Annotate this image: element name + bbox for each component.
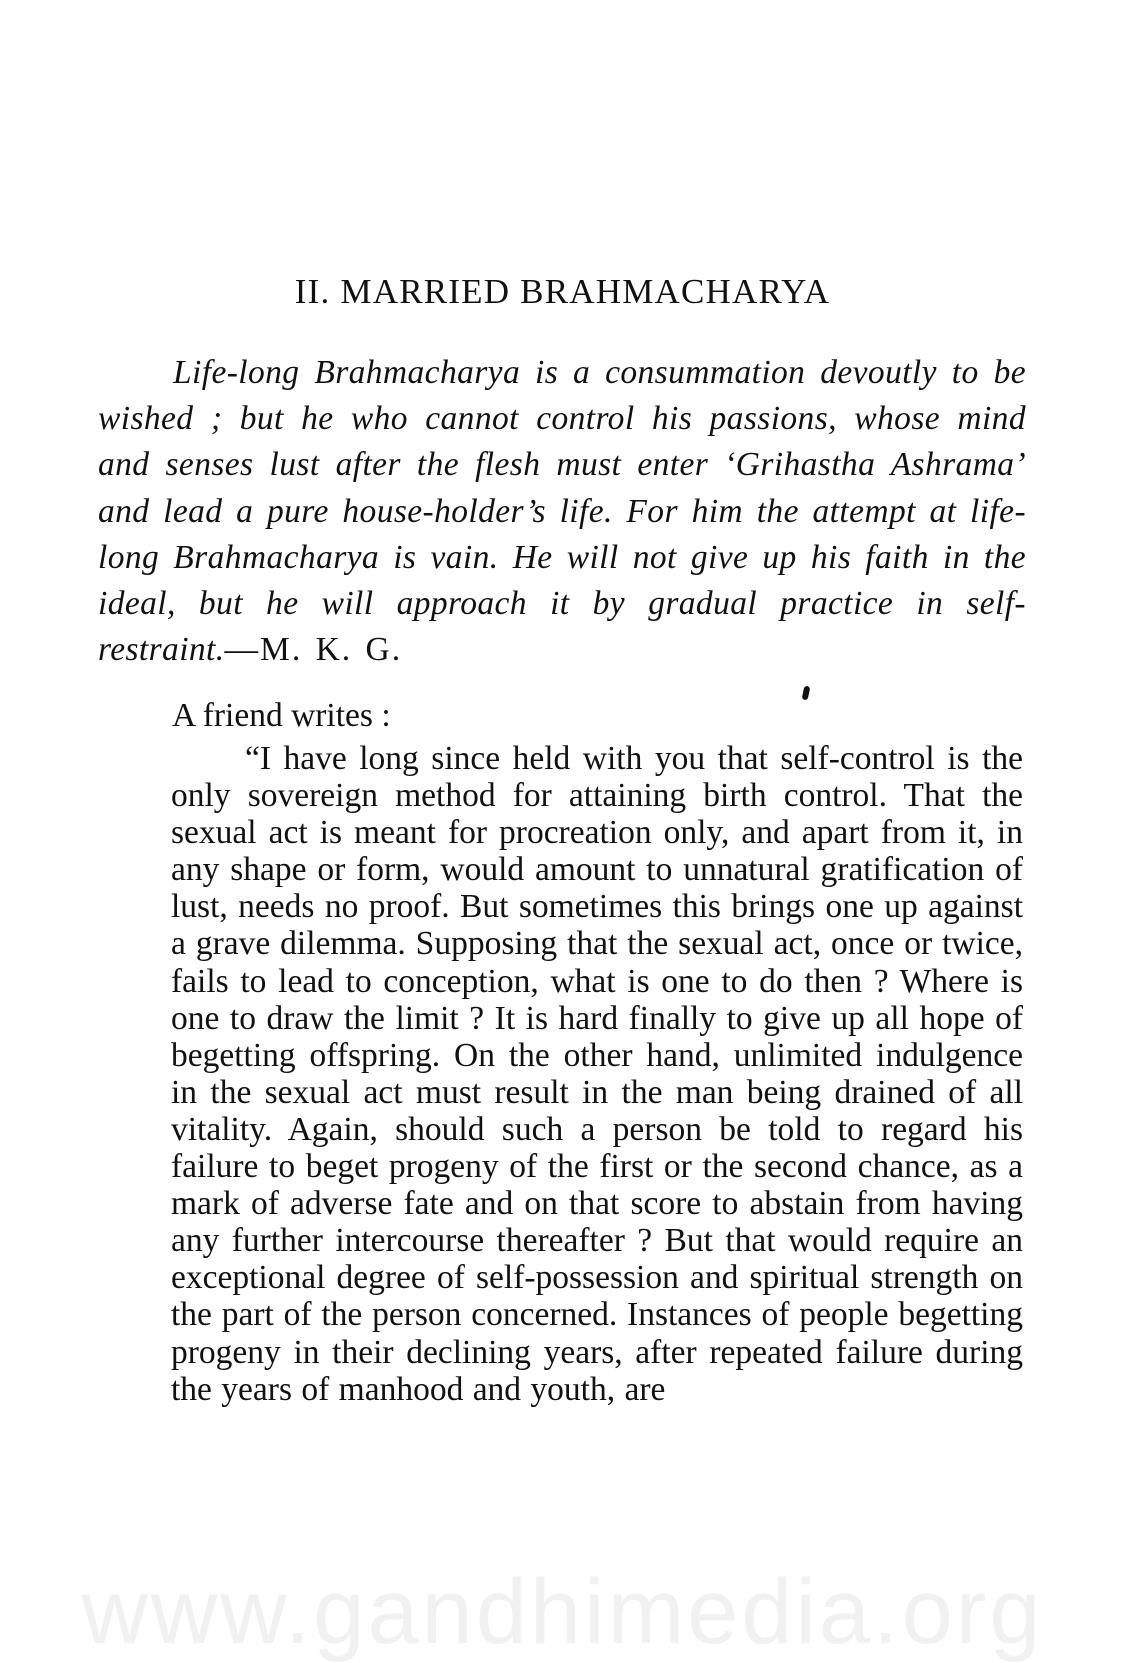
ink-speck xyxy=(802,686,811,701)
quoted-letter: “I have long since held with you that self-control is the only sovereign method for attaining birth control. That the sexual act is meant for procreation only, and apart from it, in any shape or form, would amount to unnatural gratification of lust, needs no proof. But sometimes this brings one up against a grave dilemma. Supposing that the sexual act, once or twice, fails to lead to conception, what is one to do then ? Where is one to draw the limit ? It is hard finally to give up all hope of begetting offspring. On the other hand, unlimited indulgence in the sexual act must result in the man being drained of all vitality. Again, should such a person be told to regard his failure to beget progeny of the first or the second chance, as a mark of adverse fate and on that score to abstain from having any further intercourse thereafter ? But that would require an exceptional degree of self-possession and spiritual strength on the part of the person concerned. Instances of people begetting progeny in their declining years, after repeated failure during the years of manhood and youth, are xyxy=(171,740,1023,1408)
chapter-title: II. MARRIED BRAHMACHARYA xyxy=(294,272,831,311)
epigraph-signature: —M. K. G. xyxy=(224,631,403,669)
epigraph xyxy=(98,350,1026,673)
intro-line: A friend writes : xyxy=(172,697,391,734)
epigraph-text: Life-long Brahmacharya is a consummation devoutly to be wished ; but he who cannot control his passions, whose mind and senses lust after the flesh must enter ‘Grihastha Ashrama’ and lead a pure house-holder’s life. For him the attempt at life-long Brahmacharya is vain. He will not give up his faith in the ideal, but he will approach it by gradual practice in self-restraint. xyxy=(98,354,1026,669)
watermark: www.gandhimedia.org xyxy=(81,1561,1044,1663)
